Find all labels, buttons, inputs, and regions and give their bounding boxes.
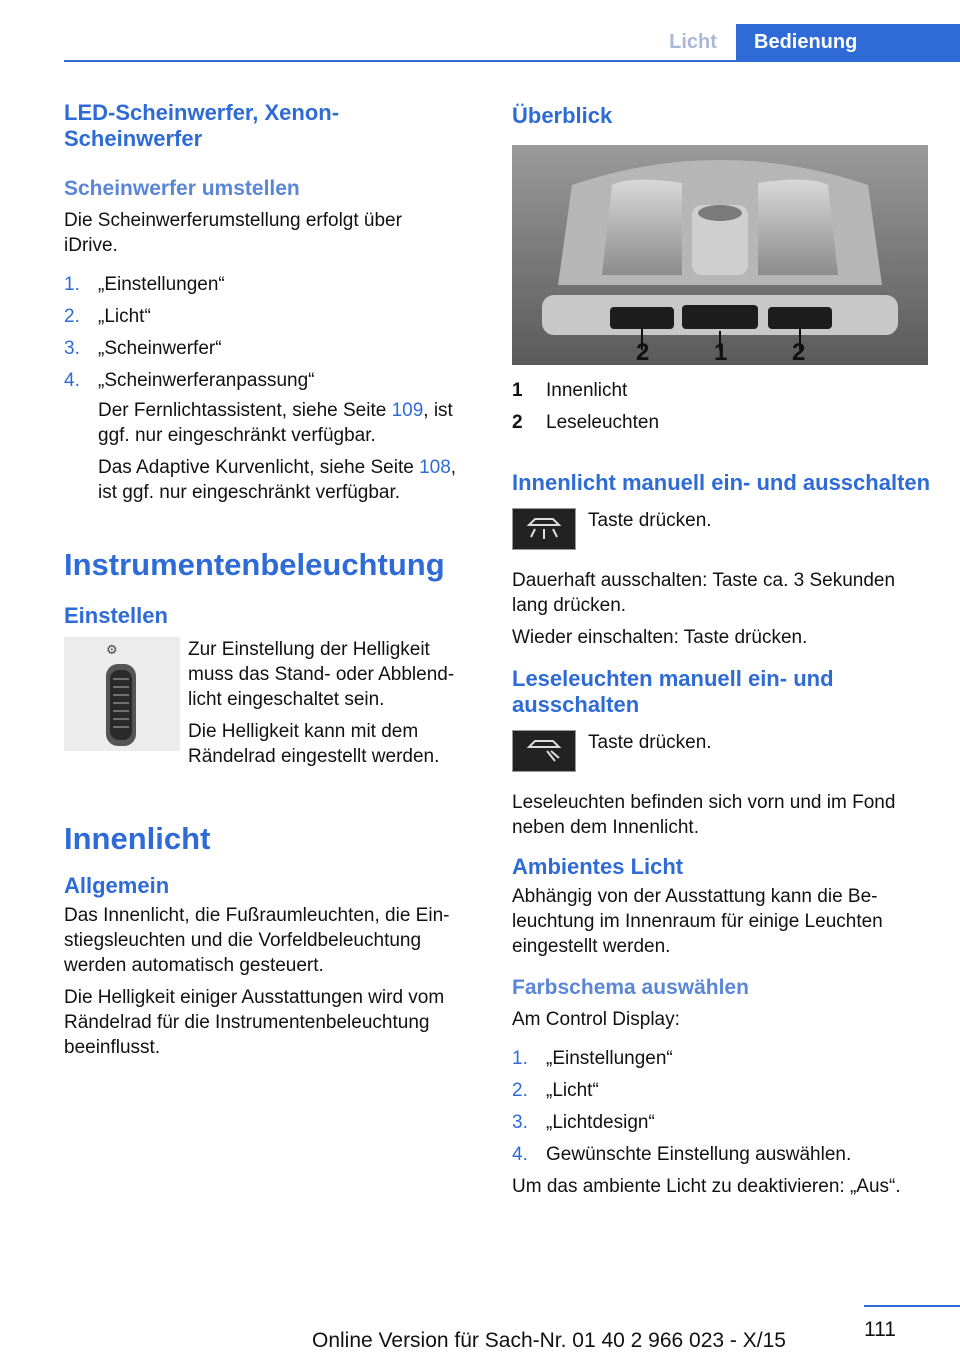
list-item: 4. „Scheinwerferanpassung“ <box>64 370 315 391</box>
list-item: 3. „Scheinwerfer“ <box>64 338 222 359</box>
heading-leseleuchten-manuell: Leseleuchten manuell ein- und ausschalten <box>512 666 834 717</box>
overview-interior-light-image <box>512 145 928 365</box>
heading-ueberblick: Überblick <box>512 103 613 128</box>
legend-item: 1 Innenlicht <box>512 380 628 401</box>
heading-allgemein: Allgemein <box>64 873 170 898</box>
image-label-1: 1 <box>714 339 728 365</box>
page-link-109[interactable]: 109 <box>391 400 424 421</box>
list-item: 2. „Licht“ <box>64 306 151 327</box>
dimmer-wheel-icon <box>64 637 180 751</box>
list-item: 3. „Lichtdesign“ <box>512 1112 655 1133</box>
svg-text:⚙: ⚙ <box>106 643 118 658</box>
paragraph-allgemein-2: Die Helligkeit einiger Ausstattungen wird vom Rändelrad für die Instrumentenbeleuchtung beeinflusst. <box>64 987 445 1058</box>
image-label-2-left: 2 <box>636 339 650 365</box>
heading-einstellen: Einstellen <box>64 603 168 628</box>
taste-druecken-1: Taste drücken. <box>588 510 712 531</box>
steps-list-right <box>512 1046 932 1167</box>
paragraph-einstellen-1: Zur Einstellung der Helligkeit muss das Stand- oder Abblend-licht eingeschaltet sein. <box>188 639 455 710</box>
paragraph-leseleuchten: Leseleuchten befinden sich vorn und im Fond neben dem Innenlicht. <box>512 792 896 838</box>
paragraph-wieder: Wieder einschalten: Taste drücken. <box>512 627 808 648</box>
paragraph-control-display: Am Control Display: <box>512 1009 680 1030</box>
image-label-2-right: 2 <box>792 339 806 365</box>
legend-item: 2 Leseleuchten <box>512 412 660 433</box>
paragraph-einstellen-2: Die Helligkeit kann mit dem Rändelrad eingestellt werden. <box>188 721 440 767</box>
image-legend <box>512 378 659 442</box>
heading-innenlicht: Innenlicht <box>64 821 211 856</box>
interior-light-button-icon <box>512 508 576 550</box>
header-tab-licht: Licht <box>669 31 717 53</box>
taste-druecken-2: Taste drücken. <box>588 732 712 753</box>
heading-led-scheinwerfer: LED-Scheinwerfer, Xenon-Scheinwerfer <box>64 100 340 151</box>
footer-rule <box>864 1305 960 1307</box>
right-column <box>512 470 932 1199</box>
list-item: 1. „Einstellungen“ <box>512 1048 673 1069</box>
heading-innenlicht-manuell: Innenlicht manuell ein- und ausschalten <box>512 470 931 495</box>
footer-online-version: Online Version für Sach-Nr. 01 40 2 966 023 - X/15 <box>312 1329 786 1352</box>
page-number: 111 <box>864 1318 896 1341</box>
paragraph-allgemein-1: Das Innenlicht, die Fußraumleuchten, die Ein-stiegsleuchten und die Vorfeldbeleuchtung werden automatisch gesteuert. <box>64 905 450 976</box>
list-item: 2. „Licht“ <box>512 1080 599 1101</box>
list-item: 1. „Einstellungen“ <box>64 274 225 295</box>
left-column <box>64 100 476 1060</box>
steps-list-left <box>64 272 476 393</box>
list-item: 4. Gewünschte Einstellung auswählen. <box>512 1144 852 1165</box>
paragraph-umstellen: Die Scheinwerferumstellung erfolgt über iDrive. <box>64 210 402 256</box>
heading-farbschema: Farbschema auswählen <box>512 976 749 999</box>
note-kurvenlicht: Das Adaptive Kurvenlicht, siehe Seite 108, ist ggf. nur eingeschränkt verfügbar. <box>98 457 457 503</box>
page-link-108[interactable]: 108 <box>419 457 451 478</box>
reading-light-button-icon <box>512 730 576 772</box>
heading-scheinwerfer-umstellen: Scheinwerfer umstellen <box>64 177 300 200</box>
paragraph-ambientes: Abhängig von der Ausstattung kann die Be-leuchtung im Innenraum für einige Leuchten eingestellt werden. <box>512 886 883 957</box>
header-tab-bedienung: Bedienung <box>736 24 960 62</box>
paragraph-dauerhaft: Dauerhaft ausschalten: Taste ca. 3 Sekunden lang drücken. <box>512 570 896 616</box>
paragraph-ambiente-aus: Um das ambiente Licht zu deaktivieren: „Aus“. <box>512 1176 901 1197</box>
heading-instrumentenbeleuchtung: Instrumentenbeleuchtung <box>64 547 445 582</box>
heading-ambientes-licht: Ambientes Licht <box>512 854 684 879</box>
note-fernlicht: Der Fernlichtassistent, siehe Seite 109, ist ggf. nur eingeschränkt verfügbar. <box>98 400 453 446</box>
